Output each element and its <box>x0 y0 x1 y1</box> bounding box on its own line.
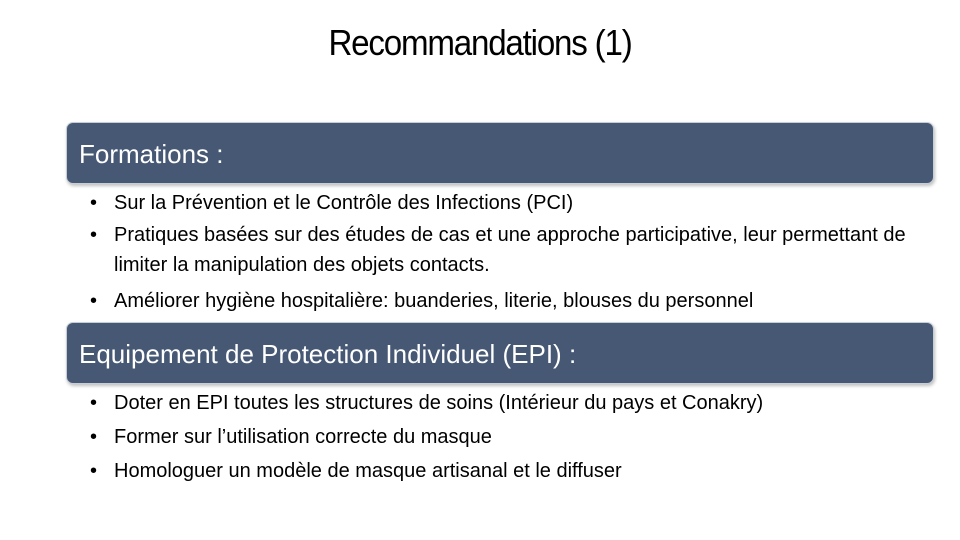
bullet-icon: • <box>90 392 98 414</box>
list-item <box>90 220 920 280</box>
bullet-icon: • <box>90 224 98 246</box>
section-header-epi: Equipement de Protection Individuel (EPI) : <box>66 322 934 384</box>
list-item-text: Homologuer un modèle de masque artisanal et le diffuser <box>114 460 622 482</box>
list-item <box>90 186 920 220</box>
bullet-icon: • <box>90 290 98 312</box>
list-item-text: Former sur l’utilisation correcte du masque <box>114 426 492 448</box>
list-item <box>90 420 920 454</box>
bullet-icon: • <box>90 460 98 482</box>
list-item <box>90 454 920 488</box>
slide-title: Recommandations (1) <box>328 22 632 63</box>
list-item-text: Pratiques basées sur des études de cas et une approche participative, leur permettant de limiter la manipulation des objets contacts. <box>114 224 906 276</box>
bullet-icon: • <box>90 192 98 214</box>
list-item <box>90 284 920 318</box>
bullet-icon: • <box>90 426 98 448</box>
section-body-epi <box>90 386 920 488</box>
list-item <box>90 386 920 420</box>
list-item-text: Sur la Prévention et le Contrôle des Infections (PCI) <box>114 192 574 214</box>
section-header-formations: Formations : <box>66 122 934 184</box>
list-item-text: Doter en EPI toutes les structures de soins (Intérieur du pays et Conakry) <box>114 392 764 414</box>
section-body-formations <box>90 186 920 318</box>
list-item-text: Améliorer hygiène hospitalière: buanderies, literie, blouses du personnel <box>114 290 754 312</box>
